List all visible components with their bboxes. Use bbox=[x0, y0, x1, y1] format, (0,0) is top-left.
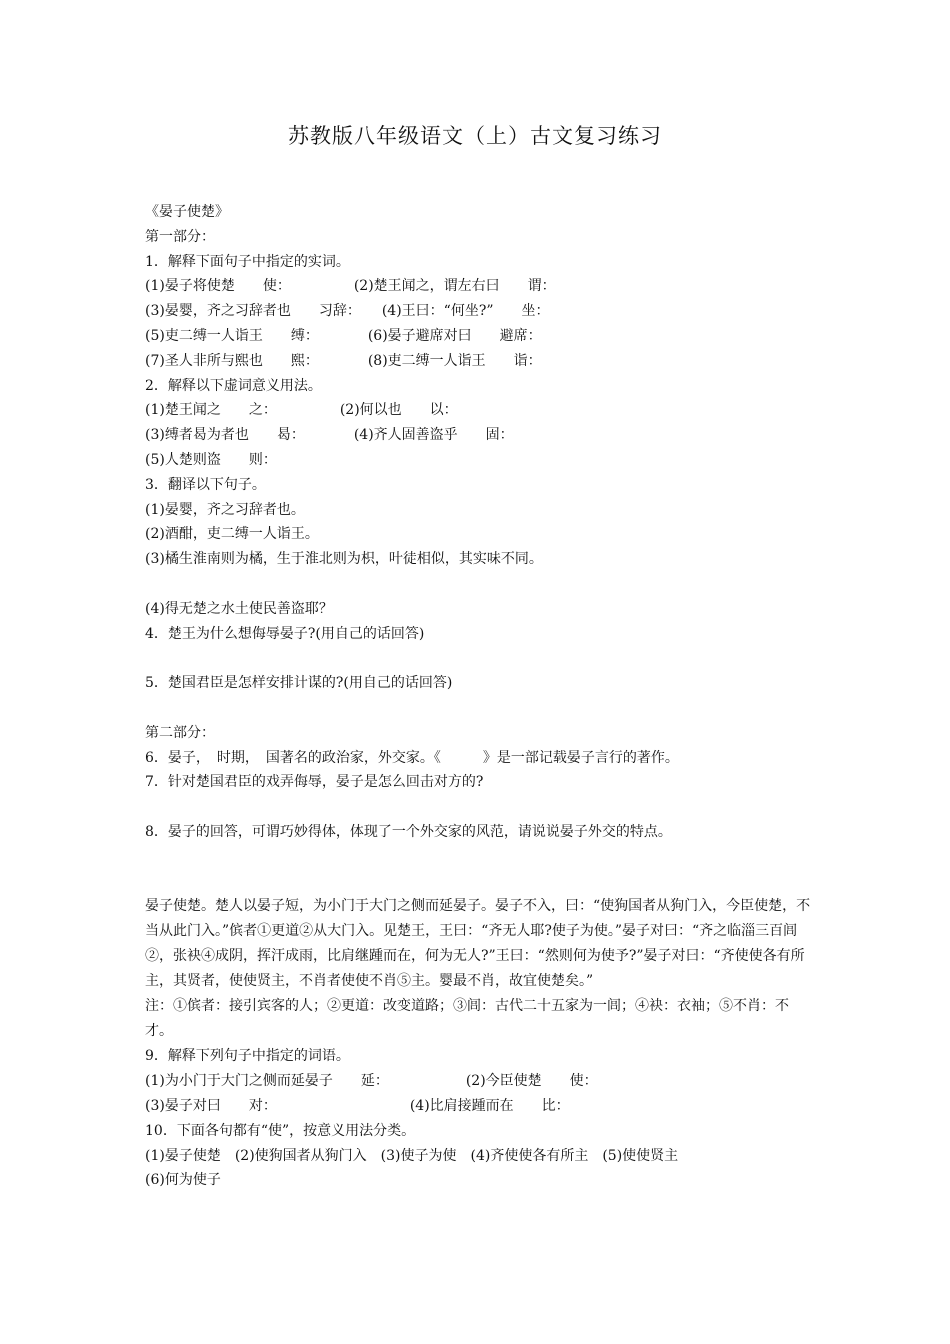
question-line: (1)晏婴，齐之习辞者也。 bbox=[145, 501, 305, 518]
passage-notes: 注：①傧者：接引宾客的人；②更道：改变道路；③闾：古代二十五家为一闾；④袂：衣袖；⑤不肖：不才。 bbox=[145, 998, 789, 1040]
question-line: (1)晏子使楚 (2)使狗国者从狗门入 (3)使子为使 (4)齐使使各有所主 (5)使使贤主 bbox=[145, 1147, 679, 1164]
question-line: (7)圣人非所与熙也 熙： (8)吏二缚一人诣王 诣： bbox=[145, 352, 542, 369]
question-line: 5．楚国君臣是怎样安排计谋的?(用自己的话回答) bbox=[145, 675, 453, 692]
question-line: (4)得无楚之水土使民善盗耶？ bbox=[145, 600, 333, 617]
question-line: 6．晏子， 时期， 国著名的政治家，外交家。《 》是一部记载晏子言行的著作。 bbox=[145, 749, 679, 766]
question-line: 8．晏子的回答，可谓巧妙得体，体现了一个外交家的风范，请说说晏子外交的特点。 bbox=[145, 823, 672, 840]
question-line: (3)晏子对曰 对： (4)比肩接踵而在 比： bbox=[145, 1097, 570, 1114]
question-line: 9．解释下列句子中指定的词语。 bbox=[145, 1048, 350, 1065]
question-line: (5)吏二缚一人诣王 缚： (6)晏子避席对曰 避席： bbox=[145, 327, 542, 344]
answer-space bbox=[145, 572, 815, 597]
part-heading: 第一部分： bbox=[145, 228, 215, 245]
question-line: (3)缚者曷为者也 曷： (4)齐人固善盗乎 固： bbox=[145, 427, 514, 444]
story-title: 《晏子使楚》 bbox=[145, 204, 229, 220]
answer-space bbox=[145, 646, 815, 671]
question-line: (5)人楚则盗 则： bbox=[145, 451, 277, 468]
document-title: 苏教版八年级语文（上）古文复习练习 bbox=[288, 124, 662, 148]
question-line: (1)为小门于大门之侧而延晏子 延： (2)今臣使楚 使： bbox=[145, 1073, 598, 1090]
question-line: (1)晏子将使楚 使： (2)楚王闻之，谓左右曰 谓： bbox=[145, 278, 556, 295]
passage-text: 晏子使楚。楚人以晏子短，为小门于大门之侧而延晏子。晏子不入，曰：“使狗国者从狗门入，今臣使楚，不当从此门入。”傧者①更道②从大门入。见楚王，王曰：“齐无人耶?使子为使。”晏子对曰：“齐之临淄三百闾②，张袂④成阴，挥汗成雨，比肩继踵而在，何为无人?”王曰：“然则何为使予?”晏子对曰：“齐使使各有所主，其贤者，使使贤主，不肖者使使不肖⑤主。婴最不肖，故宜使楚矣。” bbox=[145, 898, 811, 990]
answer-space bbox=[145, 845, 815, 870]
question-line: 1．解释下面句子中指定的实词。 bbox=[145, 253, 350, 270]
answer-space bbox=[145, 795, 815, 820]
question-line: (6)何为使子 bbox=[145, 1172, 221, 1189]
question-line: 7．针对楚国君臣的戏弄侮辱，晏子是怎么回击对方的? bbox=[145, 774, 484, 791]
question-line: 2．解释以下虚词意义用法。 bbox=[145, 377, 322, 394]
question-line: 10．下面各句都有“使”，按意义用法分类。 bbox=[145, 1122, 416, 1139]
part-heading: 第二部分： bbox=[145, 724, 215, 741]
question-line: 4．楚王为什么想侮辱晏子?(用自己的话回答) bbox=[145, 625, 425, 642]
question-line: (1)楚王闻之 之： (2)何以也 以： bbox=[145, 402, 458, 419]
answer-space bbox=[145, 870, 815, 895]
answer-space bbox=[145, 696, 815, 721]
question-line: (2)酒酣，吏二缚一人诣王。 bbox=[145, 526, 319, 543]
document-body bbox=[145, 200, 815, 1193]
question-line: (3)橘生淮南则为橘，生于淮北则为枳，叶徒相似，其实味不同。 bbox=[145, 551, 543, 568]
question-line: 3．翻译以下句子。 bbox=[145, 476, 266, 493]
question-line: (3)晏婴，齐之习辞者也 习辞： (4)王曰：“何坐?” 坐： bbox=[145, 303, 550, 320]
